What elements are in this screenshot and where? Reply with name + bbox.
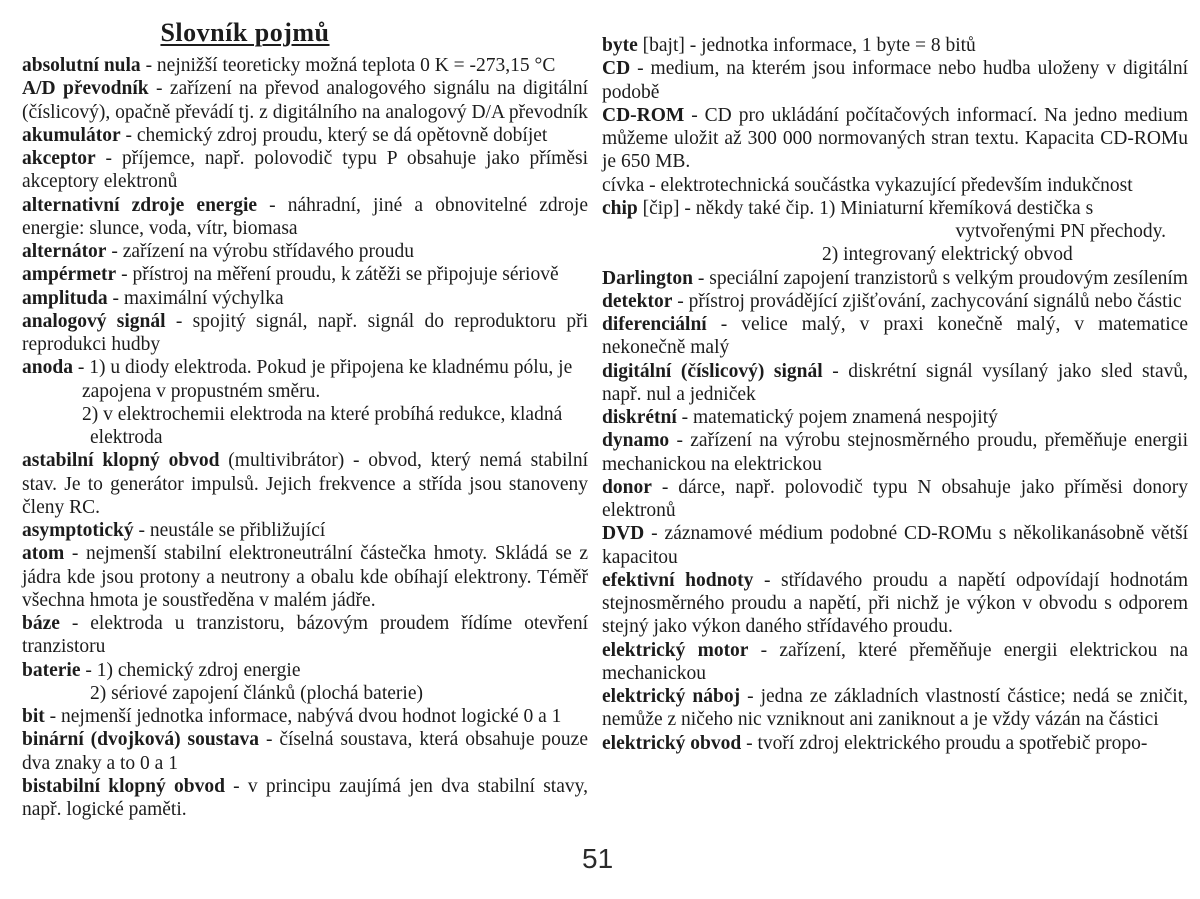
entry-definition: - speciální zapojení tranzistorů s velkým proudovým zesílením bbox=[693, 267, 1188, 289]
glossary-entry bbox=[22, 356, 588, 379]
entry-definition: - elektroda u tranzistoru, bázovým proudem řídíme otevření tranzistoru bbox=[22, 613, 588, 658]
entry-term: asymptotický bbox=[22, 520, 134, 541]
glossary-entry bbox=[602, 522, 1188, 569]
page-number: 51 bbox=[582, 843, 614, 874]
glossary-entry bbox=[602, 685, 1188, 732]
entry-term: binární (dvojková) soustava bbox=[22, 729, 260, 751]
entry-definition: - přístroj provádějící zjišťování, zachycování signálů nebo částic bbox=[672, 290, 1182, 312]
glossary-entry bbox=[22, 147, 588, 194]
glossary-entry bbox=[22, 519, 588, 542]
entry-subline: 2) integrovaný elektrický obvod bbox=[822, 244, 1073, 266]
glossary-entry bbox=[22, 240, 588, 263]
entry-term: donor bbox=[602, 476, 652, 498]
entry-subline: elektroda bbox=[90, 427, 163, 448]
entry-definition: - matematický pojem znamená nespojitý bbox=[676, 407, 998, 428]
glossary-entry bbox=[602, 313, 1188, 360]
entry-subline: 2) v elektrochemii elektroda na které probíhá redukce, kladná bbox=[82, 403, 563, 425]
entry-definition: - nejmenší jednotka informace, nabývá dvou hodnot logické 0 a 1 bbox=[44, 706, 562, 727]
entry-term: ampérmetr bbox=[22, 264, 117, 286]
entry-definition: - chemický zdroj proudu, který se dá opětovně dobíjet bbox=[120, 124, 548, 146]
entry-definition: - velice malý, v praxi konečně malý, v matematice nekonečně malý bbox=[602, 314, 1188, 359]
right-column bbox=[602, 34, 1188, 755]
entry-definition: - CD pro ukládání počítačových informací. Na jedno medium můžeme uložit až 300 000 normovaných stran textu. Kapacita CD-ROMu je 650 MB. bbox=[602, 104, 1188, 173]
entry-term: elektrický náboj bbox=[602, 686, 741, 707]
entry-term: cívka bbox=[602, 174, 645, 196]
glossary-entry bbox=[22, 659, 588, 682]
entry-subline: 2) sériové zapojení článků (plochá baterie) bbox=[90, 682, 423, 704]
glossary-entry bbox=[22, 124, 588, 147]
glossary-entry bbox=[602, 34, 1188, 57]
glossary-entry bbox=[22, 775, 588, 822]
entry-definition: - zařízení na výrobu stejnosměrného proudu, přeměňuje energii mechanickou na elektrickou bbox=[602, 430, 1188, 475]
entry-definition: - číselná soustava, která obsahuje pouze dva znaky a to 0 a 1 bbox=[22, 729, 588, 774]
entry-term: alternátor bbox=[22, 241, 107, 262]
entry-term: atom bbox=[22, 543, 65, 565]
glossary-entry bbox=[602, 406, 1188, 429]
entry-term: elektrický motor bbox=[602, 639, 749, 661]
entry-term: diskrétní bbox=[602, 407, 677, 428]
glossary-entry bbox=[22, 310, 588, 357]
entry-subline: zapojena v propustném směru. bbox=[82, 380, 321, 402]
glossary-entry bbox=[22, 54, 588, 77]
glossary-entry bbox=[22, 705, 588, 728]
entry-term: byte bbox=[602, 35, 638, 56]
entry-term: diferenciální bbox=[602, 314, 707, 335]
entry-term: absolutní nula bbox=[22, 55, 141, 76]
entry-term: elektrický obvod bbox=[602, 732, 742, 754]
glossary-entry bbox=[602, 639, 1188, 686]
entry-definition: - zařízení na výrobu střídavého proudu bbox=[106, 241, 415, 262]
entry-definition: - tvoří zdroj elektrického proudu a spotřebič propo- bbox=[741, 732, 1148, 754]
entry-term: báze bbox=[22, 613, 60, 634]
entry-definition: - elektrotechnická součástka vykazující především indukčnost bbox=[644, 174, 1133, 196]
entry-term: CD bbox=[602, 58, 631, 80]
glossary-entry bbox=[602, 57, 1188, 104]
glossary-entry bbox=[602, 104, 1188, 174]
entry-definition: - medium, na kterém jsou informace nebo hudba uloženy v digitální podobě bbox=[602, 58, 1188, 103]
glossary-entry bbox=[22, 542, 588, 612]
entry-term: analogový signál bbox=[22, 310, 166, 332]
glossary-entry bbox=[602, 267, 1188, 290]
entry-definition: - příjemce, např. polovodič typu P obsahuje jako příměsi akceptory elektronů bbox=[22, 148, 588, 193]
entry-definition: - náhradní, jiné a obnovitelné zdroje energie: slunce, voda, vítr, biomasa bbox=[22, 194, 589, 239]
glossary-entry bbox=[22, 449, 588, 519]
entry-term: dynamo bbox=[602, 430, 670, 452]
entry-term: A/D převodník bbox=[22, 78, 149, 100]
glossary-entry bbox=[22, 728, 588, 775]
entry-subline: vytvořenými PN přechody. bbox=[955, 221, 1166, 242]
entry-definition: [čip] - někdy také čip. 1) Miniaturní křemíková destička s bbox=[637, 197, 1094, 219]
glossary-entry bbox=[22, 194, 588, 241]
glossary-entry bbox=[602, 429, 1188, 476]
entry-definition: - zařízení, které přeměňuje energii elektrickou na mechanickou bbox=[602, 639, 1188, 684]
glossary-entry bbox=[602, 290, 1188, 313]
entry-term: DVD bbox=[602, 523, 645, 545]
glossary-entry bbox=[602, 476, 1188, 523]
entry-definition: (multivibrátor) - obvod, který nemá stabilní stav. Je to generátor impulsů. Jejich frekvence a střída jsou stanoveny členy RC. bbox=[22, 450, 588, 518]
entry-term: CD-ROM bbox=[602, 104, 685, 126]
entry-term: baterie bbox=[22, 659, 81, 681]
glossary-entry bbox=[22, 263, 588, 286]
entry-definition: - přístroj na měření proudu, k zátěži se připojuje sériově bbox=[116, 264, 559, 286]
entry-definition: - dárce, např. polovodič typu N obsahuje jako příměsi donory elektronů bbox=[602, 476, 1188, 521]
entry-term: Darlington bbox=[602, 267, 694, 289]
glossary-entry bbox=[22, 77, 588, 124]
glossary-entry bbox=[602, 360, 1188, 407]
entry-term: amplituda bbox=[22, 287, 108, 309]
glossary-entry bbox=[22, 612, 588, 659]
glossary-entry bbox=[602, 569, 1188, 639]
entry-term: chip bbox=[602, 197, 638, 219]
entry-term: digitální (číslicový) signál bbox=[602, 360, 823, 382]
entry-term: alternativní zdroje energie bbox=[22, 194, 258, 216]
entry-definition: - nejmenší stabilní elektroneutrální částečka hmoty. Skládá se z jádra kde jsou protony a neutrony a obalu kde obíhají elektrony. Téměř všechna hmota je soustředěna v malém jádře. bbox=[22, 543, 588, 611]
entry-term: akumulátor bbox=[22, 124, 121, 146]
entry-definition: - diskrétní signál vysílaný jako sled stavů, např. nul a jedniček bbox=[602, 360, 1188, 405]
left-column bbox=[22, 18, 588, 821]
entry-term: efektivní hodnoty bbox=[602, 569, 754, 591]
entry-definition: [bajt] - jednotka informace, 1 byte = 8 bitů bbox=[637, 35, 976, 56]
entry-definition: - jedna ze základních vlastností částice; nedá se zničit, nemůže z ničeho nic vzniknout ani zaniknout a je vždy vázán na částici bbox=[602, 686, 1188, 731]
entry-definition: - neustále se přibližující bbox=[133, 520, 326, 541]
page-title: Slovník pojmů bbox=[160, 18, 330, 47]
glossary-entry bbox=[22, 287, 588, 310]
entry-definition: - 1) chemický zdroj energie bbox=[80, 659, 301, 681]
glossary-entry bbox=[602, 197, 1188, 220]
entry-definition: - spojitý signál, např. signál do reproduktoru při reprodukci hudby bbox=[22, 310, 588, 355]
entry-term: detektor bbox=[602, 290, 673, 312]
entry-definition: - záznamové médium podobné CD-ROMu s několikanásobně větší kapacitou bbox=[602, 523, 1188, 568]
entry-term: bit bbox=[22, 706, 45, 727]
entry-definition: - zařízení na převod analogového signálu na digitální (číslicový), opačně převádí tj. z digitálního na analogový D/A převodník bbox=[22, 78, 588, 123]
entry-definition: - maximální výchylka bbox=[107, 287, 284, 309]
entry-term: astabilní klopný obvod bbox=[22, 450, 220, 472]
entry-term: bistabilní klopný obvod bbox=[22, 775, 225, 797]
entry-term: anoda bbox=[22, 357, 73, 379]
entry-definition: - nejnižší teoreticky možná teplota 0 K = -273,15 °C bbox=[140, 55, 556, 76]
entry-definition: - střídavého proudu a napětí odpovídají hodnotám stejnosměrného proudu a napětí, při nichž je výkon v obvodu s odporem stejný jako výkon daného střídavého proudu. bbox=[602, 569, 1188, 638]
entry-definition: - v principu zaujímá jen dva stabilní stavy, např. logické paměti. bbox=[22, 775, 588, 820]
entry-definition: - 1) u diody elektroda. Pokud je připojena ke kladnému pólu, je bbox=[72, 357, 573, 379]
glossary-entry bbox=[602, 732, 1188, 755]
entry-term: akceptor bbox=[22, 148, 96, 169]
glossary-entry bbox=[602, 174, 1188, 197]
